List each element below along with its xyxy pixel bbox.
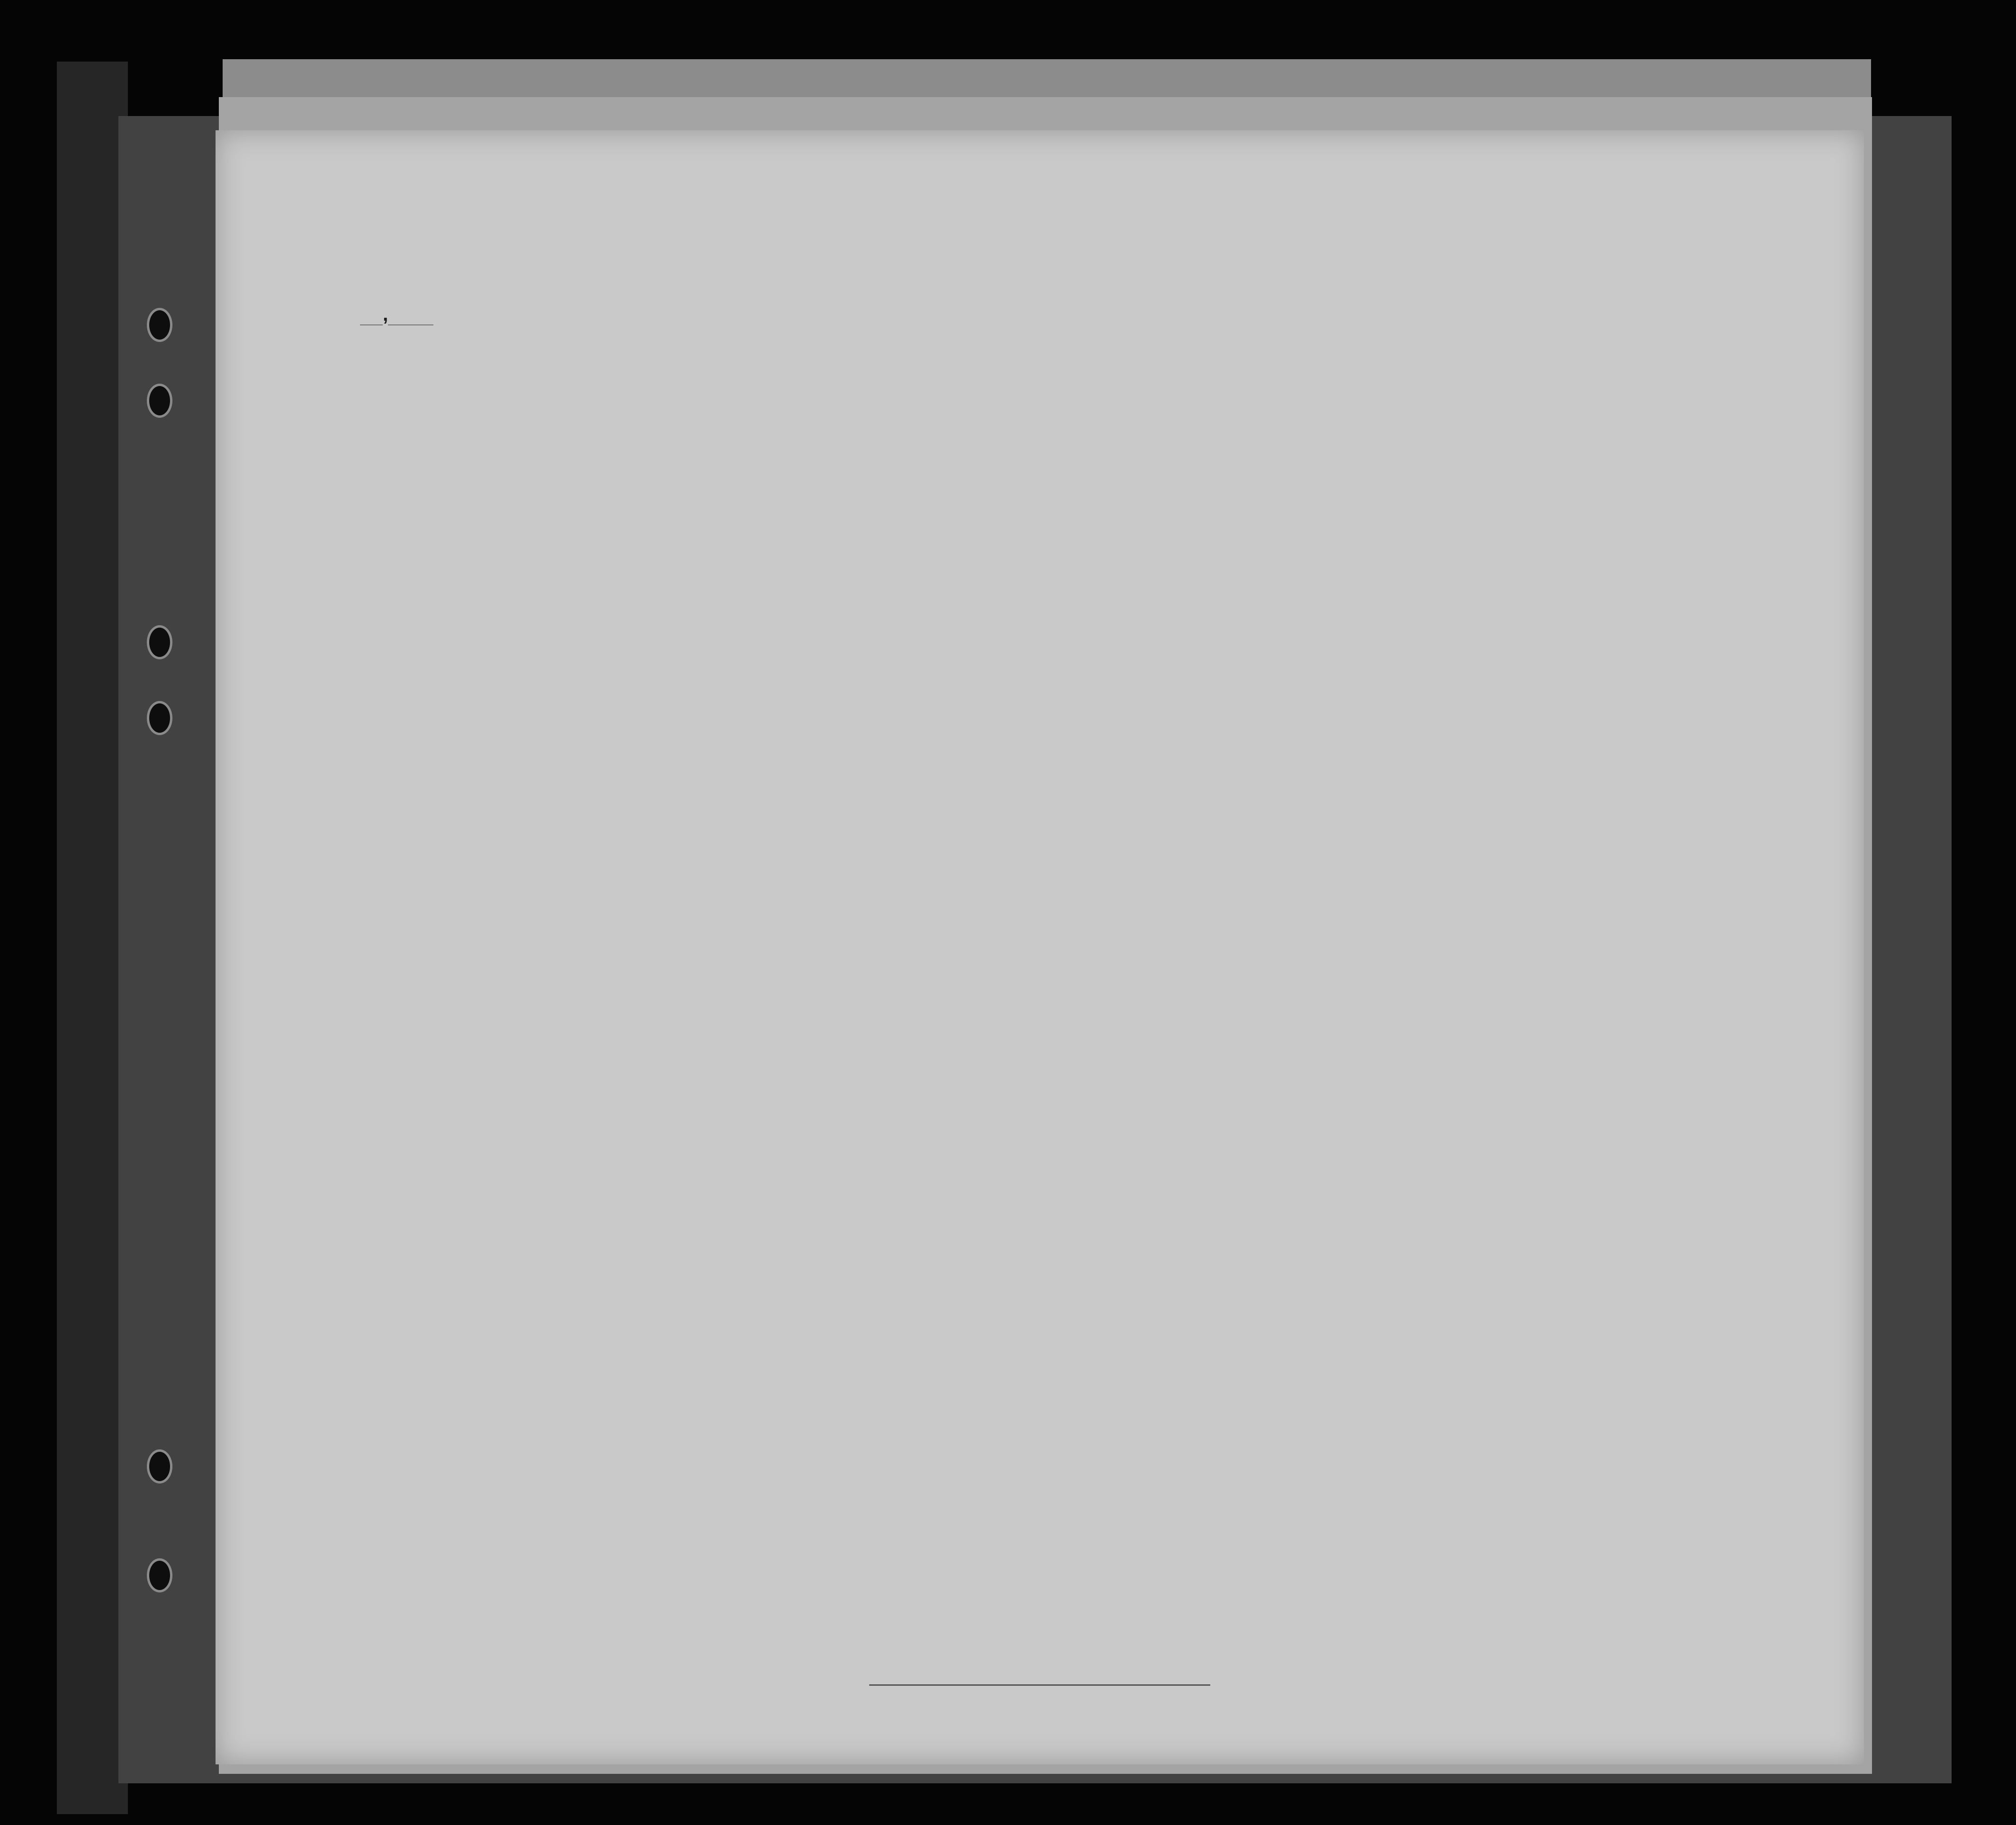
arrival-month — [388, 308, 399, 325]
arriving-port — [371, 308, 383, 325]
signature-line — [869, 1684, 1210, 1686]
binder-hole — [147, 1449, 172, 1483]
binder-hole — [147, 625, 172, 659]
sheet-number — [1672, 172, 1679, 187]
arrival-day — [399, 308, 411, 325]
year-suffix — [411, 308, 422, 325]
binder-hole — [147, 308, 172, 342]
binder-hole — [147, 384, 172, 418]
vessel-line: , — [360, 303, 433, 325]
binder-hole — [147, 1558, 172, 1592]
departure-port — [422, 308, 433, 325]
vessel-name — [360, 308, 371, 325]
binder-hole — [147, 701, 172, 735]
manifest-page — [216, 130, 1864, 1764]
binder-edge — [57, 62, 128, 1814]
